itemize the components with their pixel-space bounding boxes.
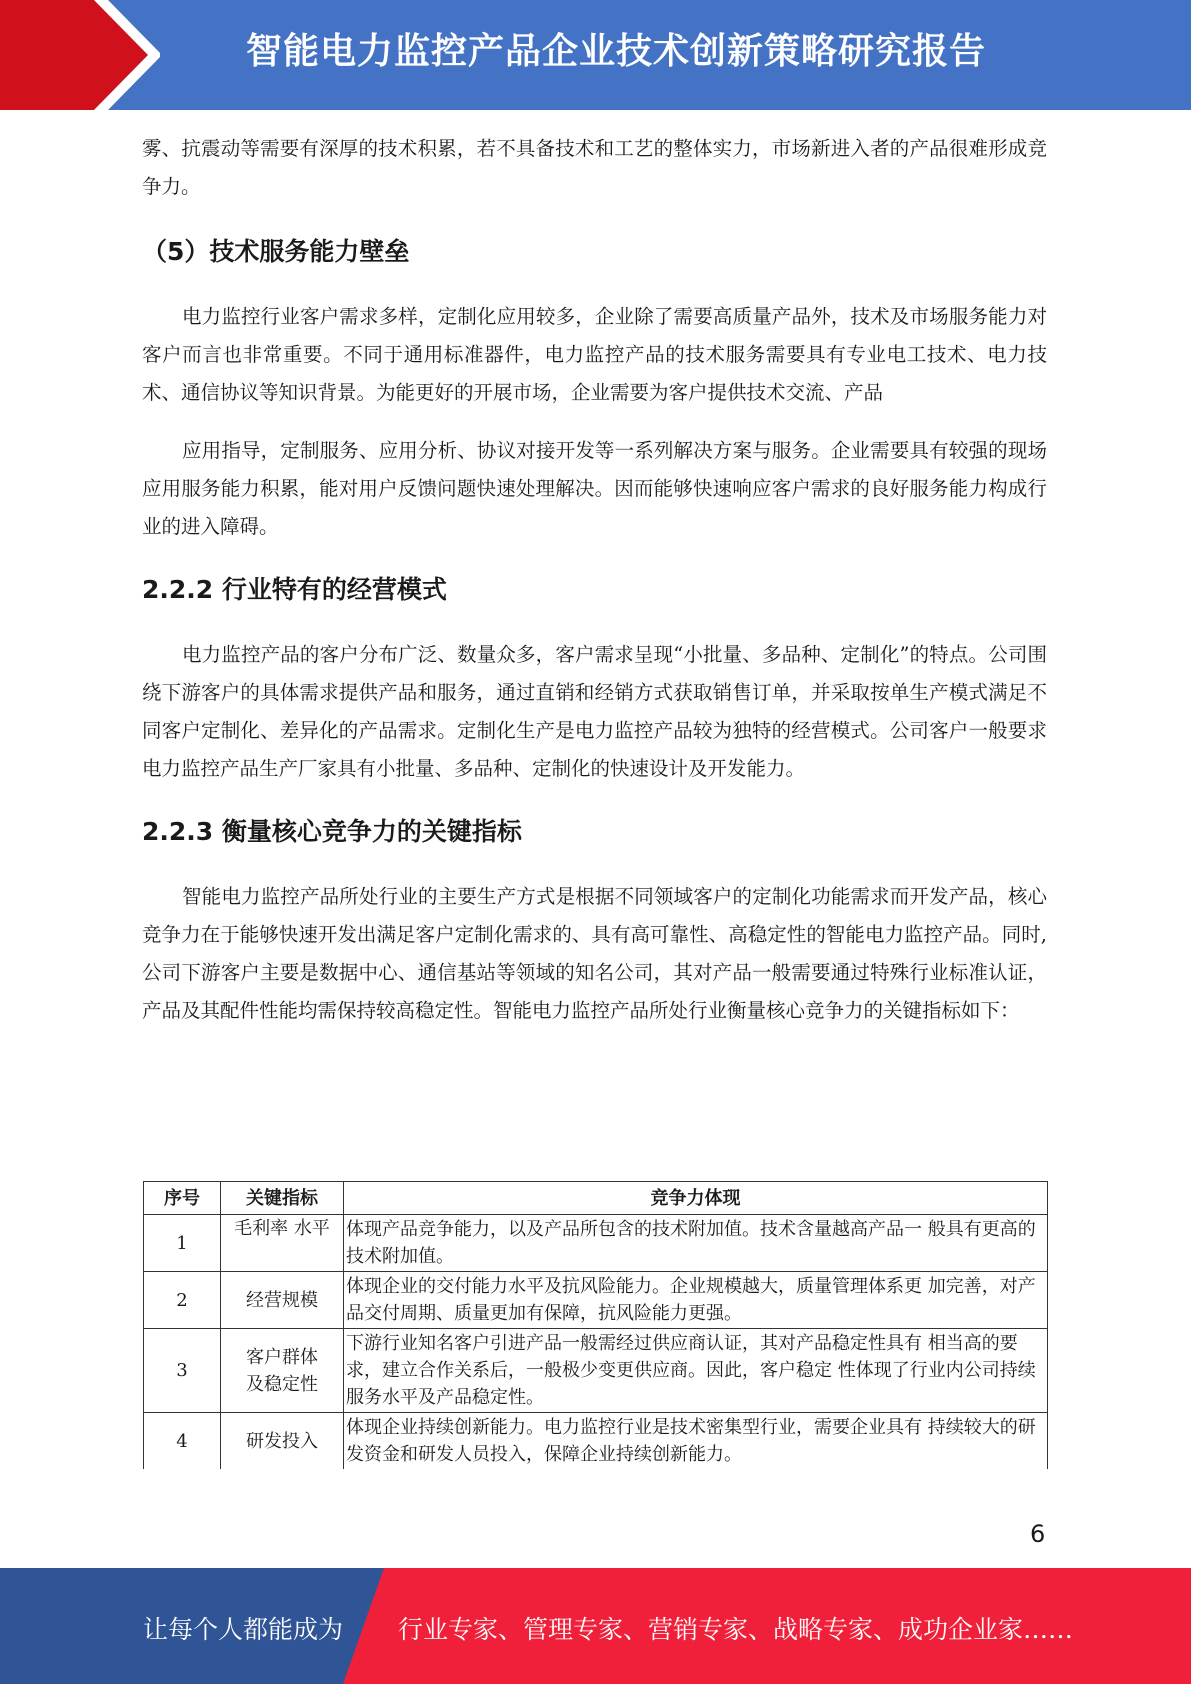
header-chevron-icon [0,0,160,110]
table-header-row [144,1182,1048,1215]
header-competitiveness: 竞争力体现 [344,1182,1048,1215]
row-description: 体现企业持续创新能力。电力监控行业是技术密集型行业，需要企业具有 持续较大的研发资金和研发人员投入，保障企业持续创新能力。 [344,1413,1048,1470]
report-title: 智能电力监控产品企业技术创新策略研究报告 [246,31,987,72]
footer-slogan-right: 行业专家、管理专家、营销专家、战略专家、成功企业家…… [398,1615,1074,1644]
page-header [0,0,1191,110]
page-number: 6 [1030,1520,1046,1548]
table-row [144,1329,1048,1413]
page-footer [0,1568,1191,1684]
footer-slogan-left: 让每个人都能成为 [143,1615,344,1644]
section-heading-5: （5）技术服务能力壁垒 [142,237,410,266]
table-row [144,1272,1048,1329]
section-heading-2-2-3: 2.2.3 衡量核心竞争力的关键指标 [142,817,522,846]
key-indicators-table [143,1181,1048,1469]
row-description: 体现企业的交付能力水平及抗风险能力。企业规模越大，质量管理体系更 加完善，对产品交付周期、质量更加有保障，抗风险能力更强。 [344,1272,1048,1329]
row-indicator: 毛利率 水平 [221,1215,344,1272]
table-row [144,1215,1048,1272]
row-indicator: 研发投入 [221,1413,344,1470]
paragraph-continuation: 雾、抗震动等需要有深厚的技术积累，若不具备技术和工艺的整体实力，市场新进入者的产品很难形成竞争力。 [142,137,1047,198]
header-index: 序号 [144,1182,221,1215]
row-description: 下游行业知名客户引进产品一般需经过供应商认证，其对产品稳定性具有 相当高的要求，建立合作关系后，一般极少变更供应商。因此，客户稳定 性体现了行业内公司持续服务水平及产品稳定性。 [344,1329,1048,1413]
paragraph-business-model: 电力监控产品的客户分布广泛、数量众多，客户需求呈现“小批量、多品种、定制化”的特点。公司围绕下游客户的具体需求提供产品和服务，通过直销和经销方式获取销售订单，并采取按单生产模式满足不同客户定制化、差异化的产品需求。定制化生产是电力监控产品较为独特的经营模式。公司客户一般要求电力监控产品生产厂家具有小批量、多品种、定制化的快速设计及开发能力。 [142,643,1047,780]
row-index: 3 [144,1329,221,1413]
table-row [144,1413,1048,1470]
paragraph-application-guide: 应用指导，定制服务、应用分析、协议对接开发等一系列解决方案与服务。企业需要具有较强的现场应用服务能力积累，能对用户反馈问题快速处理解决。因而能够快速响应客户需求的良好服务能力构成行业的进入障碍。 [142,439,1047,538]
row-description: 体现产品竞争能力，以及产品所包含的技术附加值。技术含量越高产品一 般具有更高的技术附加值。 [344,1215,1048,1272]
paragraph-tech-service: 电力监控行业客户需求多样，定制化应用较多，企业除了需要高质量产品外，技术及市场服务能力对客户而言也非常重要。不同于通用标准器件，电力监控产品的技术服务需要具有专业电工技术、电力技术、通信协议等知识背景。为能更好的开展市场，企业需要为客户提供技术交流、产品 [142,305,1047,404]
row-indicator: 经营规模 [221,1272,344,1329]
row-indicator: 客户群体及稳定性 [221,1329,344,1413]
row-index: 1 [144,1215,221,1272]
row-index: 2 [144,1272,221,1329]
row-index: 4 [144,1413,221,1470]
paragraph-key-indicators: 智能电力监控产品所处行业的主要生产方式是根据不同领域客户的定制化功能需求而开发产品，核心竞争力在于能够快速开发出满足客户定制化需求的、具有高可靠性、高稳定性的智能电力监控产品。同时,公司下游客户主要是数据中心、通信基站等领域的知名公司，其对产品一般需要通过特殊行业标准认证，产品及其配件性能均需保持较高稳定性。智能电力监控产品所处行业衡量核心竞争力的关键指标如下： [142,885,1047,1022]
section-heading-2-2-2: 2.2.2 行业特有的经营模式 [142,575,447,604]
header-indicator: 关键指标 [221,1182,344,1215]
page-body [142,130,1047,1030]
